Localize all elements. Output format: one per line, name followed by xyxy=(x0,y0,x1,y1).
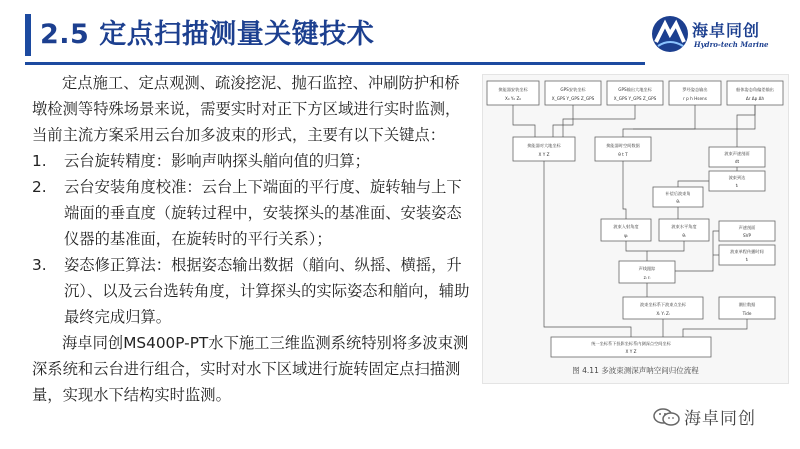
flow-text-mid-1-vars: θ t T xyxy=(618,152,628,157)
flow-text-mid-3-vars: tᵢ xyxy=(735,183,739,188)
logo-english-name: Hydro-tech Marine xyxy=(694,40,769,49)
flow-box-gps-output xyxy=(607,81,663,105)
flow-text-mid-10-title: 波束坐标系下波束点坐标 xyxy=(639,302,687,307)
flow-text-mid-0-vars: X Y Z xyxy=(538,152,550,157)
list-number: 3. xyxy=(32,256,47,274)
intro-paragraph: 定点施工、定点观测、疏浚挖泥、抛石监控、冲刷防护和桥墩检测等特殊场景来说，需要实时对正下方区域进行实时监测，当前主流方案采用云台加多波束的形式，主要有以下关键点： xyxy=(32,74,461,144)
flow-box-gps-install xyxy=(545,81,601,105)
flow-text-mid-12-title: 统一坐标系下投影坐标系内测深点空间坐标 xyxy=(591,341,671,346)
flow-text-mid-6-title: 波束水平角度 xyxy=(671,224,697,229)
flow-text-mid-5-vars: ψᵢ xyxy=(624,233,628,238)
flow-box-final-coords xyxy=(551,337,711,357)
flow-text-mid-9-vars: zᵢ rᵢ xyxy=(643,275,651,280)
title-accent-bar xyxy=(25,14,31,56)
flow-text-top-3-title: 罗经姿态输出 xyxy=(682,87,708,92)
flow-text-mid-0-title: 换能器对大地坐标 xyxy=(527,143,561,148)
flowchart-figure xyxy=(482,74,789,384)
flow-box-transducer-install xyxy=(487,81,539,105)
flow-text-top-1-title: GPS安装坐标 xyxy=(560,87,586,92)
figure-caption: 图 4.11 多波束测深声呐空间归位流程 xyxy=(572,366,699,375)
flow-text-top-2-vars: X_GPS Y_GPS Z_GPS xyxy=(613,96,657,101)
flow-text-mid-8-title: 波束单程传播时间 xyxy=(730,249,764,254)
closing-paragraph: 海卓同创MS400P-PT水下施工三维监测系统特别将多波束测深系统和云台进行组合，实时对水下区域进行旋转固定点扫描测量，实现水下结构实时监测。 xyxy=(32,334,469,404)
flow-text-mid-7-title: 声速剖面 xyxy=(738,225,756,230)
flow-text-mid-2-vars: dt xyxy=(734,159,740,164)
flow-text-mid-4-title: 补偿后波束角 xyxy=(665,191,691,196)
flow-text-mid-6-vars: θᵢ xyxy=(682,233,686,238)
list-item xyxy=(32,252,472,330)
list-item-text: 云台旋转精度：影响声呐探头艏向值的归算； xyxy=(64,152,370,170)
title-underline xyxy=(25,62,645,65)
flow-text-top-0-vars: X₀ Y₀ Z₀ xyxy=(505,96,521,101)
flow-text-mid-7-vars: SVP xyxy=(742,233,752,238)
flowchart-diagram xyxy=(483,75,788,365)
flow-box-travel-time xyxy=(719,245,775,265)
company-logo xyxy=(650,14,795,60)
flow-box-spacetime-data xyxy=(595,137,651,161)
list-item-text: 姿态修正算法：根据姿态输出数据（艏向、纵摇、横摇，升沉）、以及云台选转角度，计算探头的实际姿态和艏向，辅助最终完成归算。 xyxy=(64,256,470,326)
flow-box-corrected-beam-angle xyxy=(653,187,703,207)
company-logo-icon xyxy=(650,14,690,54)
list-number: 1. xyxy=(32,152,47,170)
flow-text-mid-11-vars: Tide xyxy=(742,311,752,316)
flow-text-mid-11-title: 潮位数据 xyxy=(738,302,756,307)
flow-text-top-0-title: 换能器安装坐标 xyxy=(498,87,528,92)
flow-box-sound-speed-profile xyxy=(709,147,765,167)
list-number: 2. xyxy=(32,178,47,196)
list-item-text: 云台安装角度校准：云台上下端面的平行度、旋转轴与上下端面的垂直度（旋转过程中，安装探头的基准面、安装姿态仪器的基准面，在旋转时的平行关系）； xyxy=(64,178,462,248)
flow-box-compass-attitude xyxy=(669,81,721,105)
list-item xyxy=(32,174,472,252)
flow-text-top-4-vars: Δr Δp Δh xyxy=(745,96,765,101)
wechat-icon xyxy=(652,407,682,427)
body-text xyxy=(32,70,472,408)
flow-text-mid-5-title: 波束入射角度 xyxy=(613,224,639,229)
flow-box-transducer-coords xyxy=(513,137,575,161)
flow-text-top-1-vars: X_GPS Y_GPS Z_GPS xyxy=(551,96,595,101)
wechat-watermark xyxy=(652,404,792,430)
page-title: 2.5 定点扫描测量关键技术 xyxy=(40,19,375,50)
flow-text-top-4-title: 船体姿态角偏差输出 xyxy=(736,87,774,92)
flow-text-mid-9-title: 声线跟踪 xyxy=(638,266,656,271)
flow-text-mid-1-title: 换能器时空间数据 xyxy=(606,143,640,148)
flow-text-mid-8-vars: tᵢ xyxy=(745,257,749,262)
logo-chinese-name: 海卓同创 xyxy=(692,21,761,40)
flow-text-mid-2-title: 波束声速剖面 xyxy=(724,151,750,156)
flow-box-svp xyxy=(719,221,775,241)
list-item xyxy=(32,148,472,174)
flow-text-mid-4-vars: θᵢ xyxy=(676,199,680,204)
flow-text-mid-12-vars: X Y Z xyxy=(625,349,637,354)
flow-box-attitude-offset xyxy=(727,81,783,105)
flow-text-mid-10-vars: Xᵢ Yᵢ Zᵢ xyxy=(656,311,670,316)
flow-text-top-3-vars: r p h Hsens xyxy=(683,96,707,101)
flow-text-mid-3-title: 波束到达 xyxy=(728,175,746,180)
flow-box-beam-arrival xyxy=(709,171,765,191)
flow-text-top-2-title: GPS输出大地坐标 xyxy=(618,87,652,92)
wechat-account-name: 海卓同创 xyxy=(684,409,756,429)
